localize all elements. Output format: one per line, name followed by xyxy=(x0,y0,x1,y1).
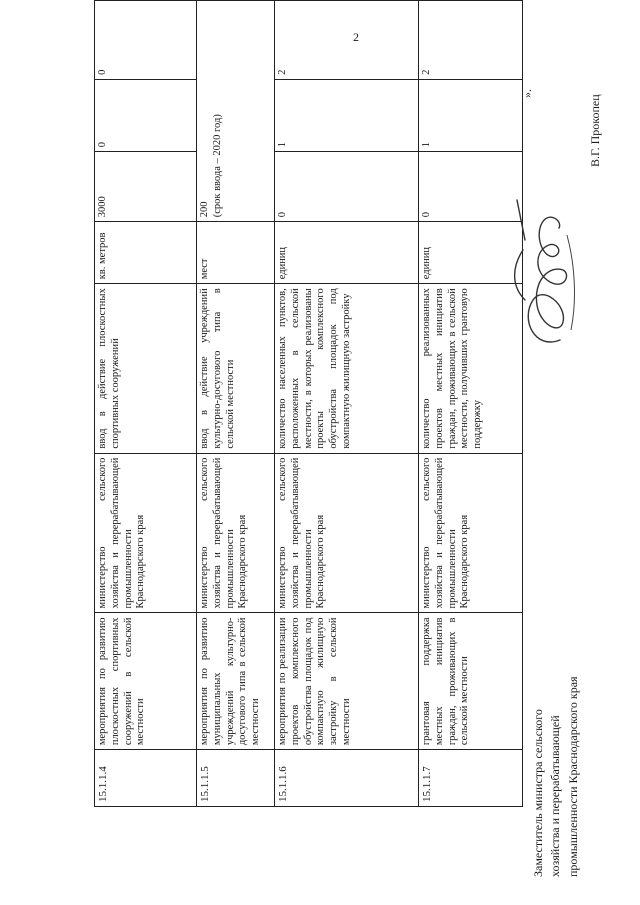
row-number: 15.1.1.7 xyxy=(419,750,523,807)
handwritten-signature xyxy=(505,190,585,360)
value-cell: 2 xyxy=(275,1,419,80)
indicator-cell: ввод в действие учреждений культурно-досугового типа в сельской местности xyxy=(197,284,275,453)
unit-cell: мест xyxy=(197,222,275,284)
unit-cell: единиц xyxy=(275,222,419,284)
value-cell: 0 xyxy=(419,152,523,222)
closing-quote: ». xyxy=(520,89,534,98)
unit-cell: единиц xyxy=(419,222,523,284)
row-number: 15.1.1.5 xyxy=(197,750,275,807)
executor-cell: министерство сельского хозяйства и перерабатывающей промышленности Краснодарского края xyxy=(197,453,275,613)
page-number: 2 xyxy=(353,30,359,44)
executor-cell: министерство сельского хозяйства и перерабатывающей промышленности Краснодарского края xyxy=(275,453,419,613)
merged-value-note: (срок ввода – 2020 год) xyxy=(211,114,223,218)
activities-table xyxy=(94,0,523,807)
merged-value-cell xyxy=(197,1,275,222)
signatory-position-line: хозяйства и перерабатывающей xyxy=(548,715,563,877)
value-cell: 0 xyxy=(275,152,419,222)
executor-cell: министерство сельского хозяйства и перерабатывающей промышленности Краснодарского края xyxy=(95,453,197,613)
row-number: 15.1.1.4 xyxy=(95,750,197,807)
activity-cell: грантовая поддержка местных инициатив граждан, проживающих в сельской местности xyxy=(419,613,523,750)
value-cell: 3000 xyxy=(95,152,197,222)
row-number: 15.1.1.6 xyxy=(275,750,419,807)
value-cell: 0 xyxy=(95,1,197,80)
activity-cell: мероприятия по развитию муниципальных учреждений культурно-досугового типа в сельской местности xyxy=(197,613,275,750)
indicator-cell: ввод в действие плоскостных спортивных сооружений xyxy=(95,284,197,453)
value-cell: 1 xyxy=(419,79,523,151)
value-cell: 1 xyxy=(275,79,419,151)
signatory-position-line: Заместитель министра сельского xyxy=(531,709,545,877)
merged-value: 200 xyxy=(199,201,210,218)
value-cell: 0 xyxy=(95,79,197,151)
table-row xyxy=(419,1,523,807)
table-row xyxy=(197,1,275,807)
signatory-position-line: промышленности Краснодарского края xyxy=(565,676,580,877)
signatory-name: В.Г. Прокопец xyxy=(588,94,602,167)
unit-cell: кв. метров xyxy=(95,222,197,284)
activity-cell: мероприятия по развитию плоскостных спортивных сооружений в сельской местности xyxy=(95,613,197,750)
executor-cell: министерство сельского хозяйства и перерабатывающей промышленности Краснодарского края xyxy=(419,453,523,613)
signatory-position xyxy=(530,517,582,877)
value-cell: 2 xyxy=(419,1,523,80)
table-row xyxy=(275,1,419,807)
table-row xyxy=(95,1,197,807)
indicator-cell: количество населенных пунктов, расположенных в сельской местности, в которых реализованы проекты комплексного обустройства площадок под компактную жилищную застройку xyxy=(275,284,419,453)
activity-cell: мероприятия по реализации проектов комплексного обустройства площадок под компактную жилищную застройку в сельской местности xyxy=(275,613,419,750)
indicator-cell: количество реализованных проектов местных инициатив граждан, проживающих в сельской местности, получивших грантовую поддержку xyxy=(419,284,523,453)
